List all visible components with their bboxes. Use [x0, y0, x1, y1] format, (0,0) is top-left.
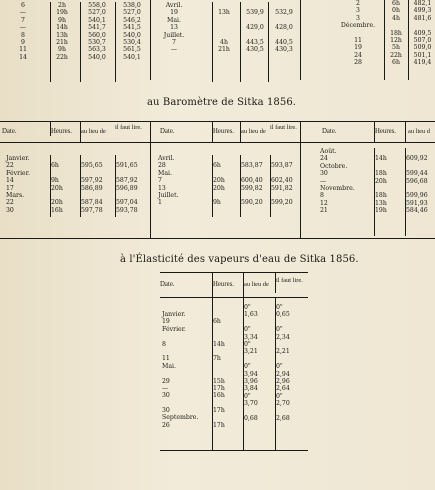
cell [409, 22, 435, 29]
cell: 17 [6, 184, 14, 192]
cell: 20h [213, 184, 225, 192]
cell: 499,3 [413, 7, 432, 15]
cell: 597,78 [81, 206, 103, 214]
cell: 3,94 [244, 370, 258, 378]
cell: 13h [375, 199, 387, 207]
cell: 22h [56, 53, 68, 61]
cell: 2,68 [276, 414, 290, 422]
cell: 3 [356, 14, 360, 22]
cell: 583,87 [241, 162, 263, 170]
cell: 593,87 [271, 162, 293, 170]
cell: Avril. [158, 155, 175, 162]
elast-table [160, 272, 308, 451]
cell: 3,70 [244, 400, 258, 408]
cell: 546,2 [123, 16, 141, 24]
cell: 561,5 [123, 46, 141, 54]
cell: 0h [392, 7, 400, 15]
cell: Octobre. [320, 162, 348, 170]
hdr-au-lieu: au lieu de [243, 273, 274, 297]
cell: 3,34 [244, 333, 258, 341]
cell: 593,78 [116, 206, 138, 214]
cell: 13 [158, 184, 166, 192]
cell: 6h [51, 162, 59, 170]
cell [385, 22, 407, 29]
cell: 501,1 [413, 51, 432, 59]
cell [162, 348, 212, 355]
top-right-col-a [408, 0, 435, 80]
cell: 9h [58, 46, 66, 54]
cell: 30 [162, 392, 170, 400]
cell: 7 [21, 16, 25, 24]
cell: 30 [320, 170, 328, 178]
cell: 596,89 [116, 184, 138, 192]
cell: 587,92 [116, 177, 138, 185]
cell: 14h [213, 340, 225, 348]
cell [51, 192, 79, 199]
cell [162, 370, 212, 377]
hdr-hours: Heures. [212, 273, 243, 297]
top-left-col-date [14, 2, 32, 61]
cell: 599,20 [271, 199, 293, 207]
cell: 19h [375, 207, 387, 215]
hdr-au-lieu-cut: au lieu d [405, 122, 435, 142]
cell: 14h [375, 155, 387, 163]
cell: Septembre. [162, 414, 199, 422]
cell: 17h [213, 384, 225, 392]
cell: Novembre. [320, 184, 355, 192]
cell: 541,5 [123, 24, 141, 32]
top-mid-col-a [240, 2, 269, 82]
cell: 17h [213, 407, 225, 415]
cell: 9h [51, 177, 59, 185]
elast-a [243, 297, 274, 450]
cell [375, 163, 405, 170]
cell [241, 2, 269, 9]
cell: 590,20 [241, 199, 263, 207]
baro-left-header [0, 122, 150, 143]
baro-title: au Baromètre de Sitka 1856. [147, 97, 297, 108]
elast-b [275, 297, 308, 450]
cell: 597,92 [81, 177, 103, 185]
cell: 0" [276, 326, 283, 334]
cell: 2h [58, 2, 66, 9]
cell [51, 170, 79, 177]
cell [276, 341, 308, 348]
cell: 3,21 [244, 348, 258, 356]
cell: 21h [218, 46, 230, 54]
cell [213, 311, 242, 318]
cell: Mai. [167, 16, 181, 24]
cell: 21 [320, 207, 328, 215]
top-left-col-b [115, 2, 148, 82]
top-mid-block [150, 0, 301, 80]
cell: Août. [320, 148, 337, 155]
cell: 4h [220, 38, 228, 46]
cell: — [320, 177, 327, 185]
cell: 0" [244, 326, 251, 334]
cell: 14 [19, 53, 27, 61]
cell [213, 155, 241, 162]
cell: 0,65 [276, 311, 290, 319]
cell: 11 [354, 36, 362, 44]
cell: 600,40 [241, 177, 263, 185]
baro-right-block [300, 121, 435, 239]
baro-left-date [6, 155, 44, 214]
cell [375, 185, 405, 192]
cell: 28 [158, 162, 166, 170]
cell: 507,0 [413, 36, 432, 44]
baro-left-hour [50, 155, 79, 217]
cell [213, 54, 235, 61]
baro-left-block [0, 121, 151, 239]
top-right-col-date [338, 0, 378, 67]
cell [338, 30, 378, 37]
cell: 1 [158, 199, 162, 207]
cell: 9 [21, 38, 25, 46]
cell [375, 148, 405, 155]
cell: 428,0 [275, 24, 293, 32]
cell [213, 400, 242, 407]
cell: 591,82 [271, 184, 293, 192]
cell: 28 [354, 59, 362, 67]
cell: 429,0 [246, 24, 264, 32]
cell: 541,7 [88, 24, 106, 32]
cell [213, 348, 242, 355]
cell [276, 356, 308, 363]
cell [276, 319, 308, 326]
cell: 13h [218, 9, 230, 17]
cell [241, 170, 271, 177]
cell: 2,70 [276, 400, 290, 408]
baro-mid-date [158, 155, 204, 207]
cell: 22 [6, 199, 14, 207]
cell: 530,7 [88, 38, 106, 46]
cell: 443,5 [246, 38, 264, 46]
cell [213, 192, 241, 199]
cell [213, 333, 242, 340]
cell: 0" [244, 363, 251, 371]
cell: 9h [58, 16, 66, 24]
cell: 509,0 [413, 44, 432, 52]
cell [116, 192, 149, 199]
hdr-il-faut: il faut lire. [115, 124, 142, 131]
cell [213, 370, 242, 377]
hdr-hours: Heures. [374, 122, 405, 142]
cell: 596,68 [406, 177, 428, 185]
cell [269, 54, 299, 61]
cell: 8 [162, 340, 166, 348]
cell [271, 155, 301, 162]
cell: 6h [392, 0, 400, 7]
cell: Février. [6, 169, 30, 177]
cell: 481,6 [413, 14, 432, 22]
cell [276, 407, 308, 414]
cell [213, 170, 241, 177]
top-left-block [0, 0, 151, 80]
cell: 2,34 [276, 333, 290, 341]
hdr-il-faut: il faut lire. [270, 124, 297, 131]
cell [213, 363, 242, 370]
baro-mid-header [150, 122, 300, 143]
cell: 599,82 [241, 184, 263, 192]
cell: 7 [158, 177, 162, 185]
cell: 21h [56, 38, 68, 46]
cell: 527,0 [123, 9, 141, 17]
cell: 15h [213, 377, 225, 385]
baro-mid-block [150, 121, 301, 239]
cell: 0" [244, 340, 251, 348]
cell: 19 [170, 9, 178, 17]
cell: 13h [56, 31, 68, 39]
cell: Mai. [158, 169, 172, 177]
cell: 560,0 [88, 31, 106, 39]
cell: 419,4 [413, 59, 432, 67]
cell: 29 [162, 377, 170, 385]
cell [244, 319, 274, 326]
cell [213, 414, 242, 421]
cell [269, 17, 299, 24]
cell: 538,0 [123, 2, 141, 9]
top-right-col-hour [384, 0, 407, 80]
cell: 30 [6, 206, 14, 214]
hdr-date: Date. [160, 281, 175, 288]
cell [213, 326, 242, 333]
cell [241, 192, 271, 199]
cell: 12 [320, 199, 328, 207]
cell: 14 [6, 177, 14, 185]
cell [51, 155, 79, 162]
baro-right-hour [374, 148, 405, 236]
cell: 3,84 [244, 385, 258, 393]
cell: 602,40 [271, 177, 293, 185]
cell: — [162, 384, 169, 392]
baro-right-date [320, 148, 368, 215]
cell: 19 [162, 318, 170, 326]
cell: 22h [390, 51, 402, 59]
baro-mid-a [240, 155, 271, 217]
cell: 0" [276, 363, 283, 371]
hdr-date: Date. [2, 128, 17, 135]
cell: 2,64 [276, 385, 290, 393]
cell [244, 407, 274, 414]
cell: — [19, 9, 27, 17]
cell: 440,5 [275, 38, 293, 46]
cell: 6h [213, 318, 221, 326]
cell: 0" [276, 392, 283, 400]
top-right-block [300, 0, 435, 80]
cell: 16h [213, 392, 225, 400]
cell: 18h [390, 29, 402, 37]
cell: 0" [244, 392, 251, 400]
cell [213, 2, 235, 9]
cell [406, 185, 435, 192]
cell: 14h [56, 24, 68, 32]
cell: 587,84 [81, 199, 103, 207]
cell [269, 32, 299, 39]
cell: 409,5 [413, 29, 432, 37]
cell: 597,04 [116, 199, 138, 207]
hdr-au-lieu: au lieu de [240, 122, 269, 142]
hdr-au-lieu: au lieu de [80, 122, 113, 142]
cell: 2,96 [276, 377, 290, 385]
cell: 2 [356, 0, 360, 7]
cell: 20h [375, 177, 387, 185]
baro-mid-b [270, 155, 301, 217]
baro-right-a [405, 148, 435, 236]
cell: 0" [244, 304, 251, 311]
cell: 8 [320, 192, 324, 200]
cell: 2,94 [276, 370, 290, 378]
top-left-col-hour [50, 2, 73, 82]
cell [271, 192, 301, 199]
cell: 24 [320, 155, 328, 163]
cell [271, 170, 301, 177]
cell: 595,65 [81, 162, 103, 170]
cell [213, 24, 235, 31]
cell [241, 17, 269, 24]
cell [269, 2, 299, 9]
cell: Février. [162, 325, 186, 333]
cell [406, 163, 435, 170]
cell: 527,0 [88, 9, 106, 17]
baro-left-a [80, 155, 114, 217]
cell: — [170, 46, 178, 54]
cell [213, 17, 235, 24]
cell: 19 [354, 44, 362, 52]
cell: 30 [162, 407, 170, 415]
cell [81, 155, 114, 162]
cell: 3 [356, 7, 360, 15]
cell: 19h [56, 9, 68, 17]
top-mid-col-hour [212, 2, 235, 82]
cell: 430,3 [275, 46, 293, 54]
cell: 17h [213, 421, 225, 429]
top-left-col-a [80, 2, 113, 82]
hdr-il-faut: il faut lire. [275, 273, 308, 293]
cell: 1,63 [244, 311, 258, 319]
cell: 540,1 [123, 53, 141, 61]
cell: 530,4 [123, 38, 141, 46]
cell: 22 [6, 162, 14, 170]
hdr-date: Date. [160, 128, 175, 135]
cell: 26 [162, 421, 170, 429]
cell: 24 [354, 51, 362, 59]
cell: 599,96 [406, 192, 428, 200]
cell [162, 400, 212, 407]
cell [156, 54, 192, 61]
cell: 2,21 [276, 348, 290, 356]
elast-header [160, 273, 308, 298]
cell: 18h [375, 170, 387, 178]
cell: Mars. [6, 191, 25, 199]
cell: 6h [392, 59, 400, 67]
cell: — [19, 24, 27, 32]
cell: 540,0 [88, 53, 106, 61]
cell: Janvier. [162, 311, 186, 318]
hdr-hours: Heures. [50, 122, 79, 136]
cell: 563,3 [88, 46, 106, 54]
hdr-date: Date. [322, 128, 337, 135]
cell: 532,9 [275, 9, 293, 17]
cell: 609,92 [406, 155, 428, 163]
elast-hour [212, 297, 242, 450]
top-mid-col-date [156, 2, 192, 61]
cell: 0" [276, 304, 283, 311]
baro-right-header [300, 122, 435, 143]
elast-title: à l'Élasticité des vapeurs d'eau de Sitka 1856. [120, 254, 359, 265]
cell [244, 356, 274, 363]
cell: 13 [170, 24, 178, 32]
cell: 0,68 [244, 414, 258, 422]
cell: 20h [51, 199, 63, 207]
cell: Avril. [165, 2, 183, 9]
cell: Janvier. [6, 155, 30, 162]
cell: 8 [21, 31, 25, 39]
cell: 12h [390, 36, 402, 44]
cell [213, 32, 235, 39]
baro-left-b [115, 155, 149, 217]
cell: 586,89 [81, 184, 103, 192]
cell: 7 [172, 38, 176, 46]
cell: 20h [213, 177, 225, 185]
cell: 540,1 [88, 16, 106, 24]
cell: 4h [392, 14, 400, 22]
cell: 18h [375, 192, 387, 200]
cell: 9h [213, 199, 221, 207]
cell: 3,96 [244, 377, 258, 385]
cell [81, 170, 114, 177]
cell: 430,5 [246, 46, 264, 54]
cell: 16h [51, 206, 63, 214]
cell: 6 [21, 2, 25, 9]
cell: Juillet. [163, 31, 185, 39]
cell: Mai. [162, 362, 176, 370]
cell: 599,44 [406, 170, 428, 178]
cell: 11 [162, 355, 170, 363]
cell: Juillet. [158, 191, 179, 199]
cell: 591,93 [406, 199, 428, 207]
cell [406, 148, 435, 155]
cell: 11 [19, 46, 27, 54]
cell [241, 155, 271, 162]
cell: 20h [51, 184, 63, 192]
cell [116, 155, 149, 162]
cell: 539,9 [246, 9, 264, 17]
cell: 558,0 [88, 2, 106, 9]
cell [162, 333, 212, 340]
cell: 584,46 [406, 207, 428, 215]
cell: Décembre. [340, 22, 376, 30]
baro-mid-hour [212, 155, 241, 217]
cell: 5h [392, 44, 400, 52]
cell: 482,1 [413, 0, 432, 7]
cell [241, 54, 269, 61]
cell [81, 192, 114, 199]
top-mid-col-b [268, 2, 299, 82]
cell: 540,0 [123, 31, 141, 39]
elast-date [162, 311, 212, 429]
cell: 591,65 [116, 162, 138, 170]
hdr-hours: Heures. [212, 122, 241, 142]
cell [116, 170, 149, 177]
cell: 6h [213, 162, 221, 170]
cell [241, 32, 269, 39]
cell: 7h [213, 355, 221, 363]
